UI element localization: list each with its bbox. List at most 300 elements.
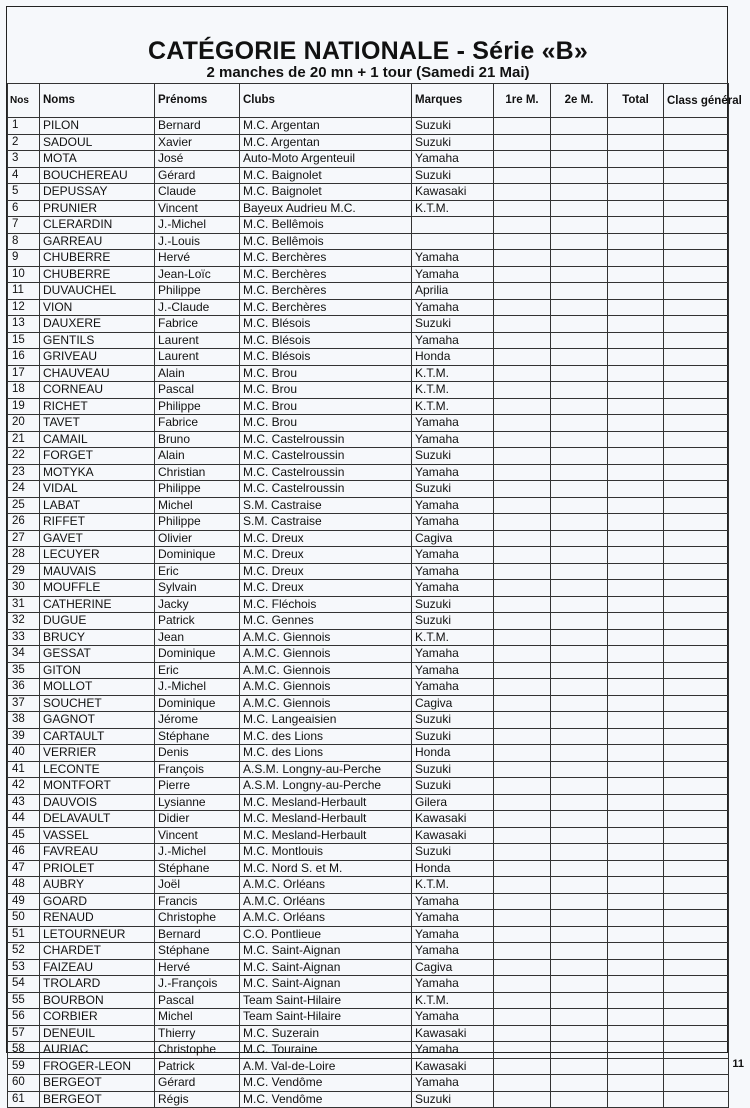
- rider-brand: Kawasaki: [412, 1058, 494, 1075]
- rider-number: 9: [8, 250, 40, 267]
- rider-surname: GAGNOT: [40, 712, 155, 729]
- table-row: [8, 893, 729, 910]
- rider-club: M.C. Bellêmois: [240, 217, 412, 234]
- heat-2-cell: [551, 778, 608, 795]
- table-row: [8, 910, 729, 927]
- total-cell: [608, 134, 664, 151]
- heat-2-cell: [551, 134, 608, 151]
- total-cell: [608, 728, 664, 745]
- table-row: [8, 827, 729, 844]
- rider-surname: BERGEOT: [40, 1075, 155, 1092]
- heat-2-cell: [551, 365, 608, 382]
- table-row: [8, 695, 729, 712]
- rider-first-name: Michel: [155, 1009, 240, 1026]
- heat-2-cell: [551, 745, 608, 762]
- ranking-cell: [664, 382, 729, 399]
- total-cell: [608, 233, 664, 250]
- total-cell: [608, 844, 664, 861]
- table-row: [8, 118, 729, 135]
- heat-1-cell: [494, 415, 551, 432]
- ranking-cell: [664, 662, 729, 679]
- rider-first-name: François: [155, 761, 240, 778]
- page-number: 11: [732, 1058, 744, 1070]
- rider-brand: Cagiva: [412, 530, 494, 547]
- total-cell: [608, 943, 664, 960]
- table-row: [8, 563, 729, 580]
- rider-club: Bayeux Audrieu M.C.: [240, 200, 412, 217]
- rider-number: 45: [8, 827, 40, 844]
- rider-number: 59: [8, 1058, 40, 1075]
- rider-club: C.O. Pontlieue: [240, 926, 412, 943]
- ranking-cell: [664, 778, 729, 795]
- rider-surname: BRUCY: [40, 629, 155, 646]
- heat-2-cell: [551, 530, 608, 547]
- heat-1-cell: [494, 844, 551, 861]
- rider-first-name: J.-Michel: [155, 679, 240, 696]
- rider-number: 61: [8, 1091, 40, 1108]
- table-row: [8, 398, 729, 415]
- entry-list-table: [7, 83, 742, 1108]
- rider-first-name: Denis: [155, 745, 240, 762]
- total-cell: [608, 712, 664, 729]
- rider-first-name: Fabrice: [155, 316, 240, 333]
- rider-first-name: Dominique: [155, 547, 240, 564]
- heat-2-cell: [551, 827, 608, 844]
- ranking-cell: [664, 217, 729, 234]
- rider-first-name: Patrick: [155, 1058, 240, 1075]
- table-row: [8, 629, 729, 646]
- rider-brand: K.T.M.: [412, 992, 494, 1009]
- heat-1-cell: [494, 811, 551, 828]
- rider-brand: Yamaha: [412, 679, 494, 696]
- total-cell: [608, 679, 664, 696]
- rider-surname: SOUCHET: [40, 695, 155, 712]
- heat-1-cell: [494, 712, 551, 729]
- heat-2-cell: [551, 1042, 608, 1059]
- rider-first-name: Eric: [155, 662, 240, 679]
- ranking-cell: [664, 761, 729, 778]
- rider-club: M.C. Saint-Aignan: [240, 976, 412, 993]
- rider-brand: Aprilia: [412, 283, 494, 300]
- rider-club: M.C. Blésois: [240, 316, 412, 333]
- heat-2-cell: [551, 151, 608, 168]
- rider-club: M.C. des Lions: [240, 728, 412, 745]
- rider-club: M.C. Berchères: [240, 266, 412, 283]
- rider-club: M.C. Castelroussin: [240, 448, 412, 465]
- rider-club: M.C. Fléchois: [240, 596, 412, 613]
- rider-number: 37: [8, 695, 40, 712]
- rider-brand: Suzuki: [412, 118, 494, 135]
- rider-first-name: Philippe: [155, 283, 240, 300]
- heat-2-cell: [551, 712, 608, 729]
- table-row: [8, 844, 729, 861]
- table-row: [8, 877, 729, 894]
- rider-club: M.C. Berchères: [240, 250, 412, 267]
- ranking-cell: [664, 332, 729, 349]
- ranking-cell: [664, 1075, 729, 1092]
- rider-brand: Yamaha: [412, 497, 494, 514]
- rider-number: 48: [8, 877, 40, 894]
- rider-number: 53: [8, 959, 40, 976]
- ranking-cell: [664, 596, 729, 613]
- heat-2-cell: [551, 250, 608, 267]
- rider-club: A.M.C. Orléans: [240, 893, 412, 910]
- ranking-cell: [664, 926, 729, 943]
- ranking-cell: [664, 514, 729, 531]
- rider-brand: Yamaha: [412, 547, 494, 564]
- total-cell: [608, 151, 664, 168]
- rider-club: A.M.C. Giennois: [240, 679, 412, 696]
- rider-first-name: Jean-Loïc: [155, 266, 240, 283]
- rider-number: 27: [8, 530, 40, 547]
- rider-surname: RIFFET: [40, 514, 155, 531]
- heat-1-cell: [494, 431, 551, 448]
- table-row: [8, 266, 729, 283]
- rider-brand: Honda: [412, 860, 494, 877]
- rider-first-name: José: [155, 151, 240, 168]
- total-cell: [608, 893, 664, 910]
- heat-2-cell: [551, 415, 608, 432]
- heat-2-cell: [551, 481, 608, 498]
- rider-first-name: Francis: [155, 893, 240, 910]
- heat-2-cell: [551, 1075, 608, 1092]
- heat-1-cell: [494, 514, 551, 531]
- total-cell: [608, 547, 664, 564]
- rider-brand: Suzuki: [412, 134, 494, 151]
- ranking-cell: [664, 530, 729, 547]
- rider-number: 43: [8, 794, 40, 811]
- rider-surname: CLERARDIN: [40, 217, 155, 234]
- rider-first-name: Gérard: [155, 167, 240, 184]
- rider-brand: Kawasaki: [412, 811, 494, 828]
- rider-number: 10: [8, 266, 40, 283]
- rider-club: S.M. Castraise: [240, 514, 412, 531]
- total-cell: [608, 860, 664, 877]
- rider-first-name: Laurent: [155, 332, 240, 349]
- rider-first-name: Christian: [155, 464, 240, 481]
- rider-first-name: Joël: [155, 877, 240, 894]
- rider-first-name: Gérard: [155, 1075, 240, 1092]
- rider-number: 58: [8, 1042, 40, 1059]
- rider-first-name: Patrick: [155, 613, 240, 630]
- table-row: [8, 679, 729, 696]
- table-row: [8, 497, 729, 514]
- table-row: [8, 349, 729, 366]
- heat-2-cell: [551, 398, 608, 415]
- table-row: [8, 992, 729, 1009]
- heat-1-cell: [494, 299, 551, 316]
- ranking-cell: [664, 1091, 729, 1108]
- rider-club: A.S.M. Longny-au-Perche: [240, 761, 412, 778]
- total-cell: [608, 1042, 664, 1059]
- ranking-cell: [664, 1009, 729, 1026]
- rider-number: 20: [8, 415, 40, 432]
- table-row: [8, 200, 729, 217]
- heat-2-cell: [551, 761, 608, 778]
- rider-surname: BOUCHEREAU: [40, 167, 155, 184]
- rider-surname: MOTA: [40, 151, 155, 168]
- rider-brand: Honda: [412, 745, 494, 762]
- heat-1-cell: [494, 283, 551, 300]
- rider-number: 31: [8, 596, 40, 613]
- rider-brand: Suzuki: [412, 778, 494, 795]
- heat-2-cell: [551, 514, 608, 531]
- rider-brand: Honda: [412, 349, 494, 366]
- rider-surname: PILON: [40, 118, 155, 135]
- rider-surname: CARTAULT: [40, 728, 155, 745]
- rider-brand: Yamaha: [412, 1075, 494, 1092]
- header-first-name: Prénoms: [155, 84, 240, 118]
- heat-1-cell: [494, 629, 551, 646]
- rider-surname: CORBIER: [40, 1009, 155, 1026]
- total-cell: [608, 167, 664, 184]
- header-name: Noms: [40, 84, 155, 118]
- rider-club: Team Saint-Hilaire: [240, 1009, 412, 1026]
- heat-2-cell: [551, 910, 608, 927]
- rider-surname: VION: [40, 299, 155, 316]
- heat-2-cell: [551, 1025, 608, 1042]
- rider-brand: [412, 217, 494, 234]
- heat-1-cell: [494, 596, 551, 613]
- rider-number: 36: [8, 679, 40, 696]
- rider-brand: Suzuki: [412, 728, 494, 745]
- heat-1-cell: [494, 860, 551, 877]
- rider-number: 23: [8, 464, 40, 481]
- heat-2-cell: [551, 332, 608, 349]
- heat-1-cell: [494, 827, 551, 844]
- total-cell: [608, 662, 664, 679]
- heat-2-cell: [551, 184, 608, 201]
- rider-brand: Suzuki: [412, 1091, 494, 1108]
- rider-club: M.C. Langeaisien: [240, 712, 412, 729]
- rider-club: A.S.M. Longny-au-Perche: [240, 778, 412, 795]
- heat-2-cell: [551, 860, 608, 877]
- rider-brand: Yamaha: [412, 563, 494, 580]
- table-row: [8, 1042, 729, 1059]
- rider-number: 29: [8, 563, 40, 580]
- rider-first-name: Alain: [155, 365, 240, 382]
- header-overall-ranking: Class général: [664, 84, 729, 118]
- ranking-cell: [664, 745, 729, 762]
- heat-2-cell: [551, 1058, 608, 1075]
- heat-1-cell: [494, 481, 551, 498]
- table-row: [8, 1091, 729, 1108]
- rider-first-name: Sylvain: [155, 580, 240, 597]
- rider-club: M.C. Brou: [240, 365, 412, 382]
- total-cell: [608, 217, 664, 234]
- heat-1-cell: [494, 1058, 551, 1075]
- table-row: [8, 662, 729, 679]
- heat-1-cell: [494, 316, 551, 333]
- rider-brand: Yamaha: [412, 1042, 494, 1059]
- rider-brand: Suzuki: [412, 316, 494, 333]
- heat-2-cell: [551, 629, 608, 646]
- heat-2-cell: [551, 464, 608, 481]
- rider-first-name: Pierre: [155, 778, 240, 795]
- total-cell: [608, 481, 664, 498]
- rider-brand: K.T.M.: [412, 629, 494, 646]
- total-cell: [608, 184, 664, 201]
- rider-number: 2: [8, 134, 40, 151]
- ranking-cell: [664, 811, 729, 828]
- rider-surname: TROLARD: [40, 976, 155, 993]
- rider-brand: Yamaha: [412, 299, 494, 316]
- heat-1-cell: [494, 382, 551, 399]
- rider-number: 16: [8, 349, 40, 366]
- rider-number: 49: [8, 893, 40, 910]
- rider-surname: TAVET: [40, 415, 155, 432]
- rider-number: 19: [8, 398, 40, 415]
- heat-1-cell: [494, 745, 551, 762]
- rider-number: 38: [8, 712, 40, 729]
- rider-brand: Yamaha: [412, 646, 494, 663]
- rider-brand: Yamaha: [412, 910, 494, 927]
- rider-brand: Suzuki: [412, 844, 494, 861]
- rider-brand: Cagiva: [412, 959, 494, 976]
- heat-2-cell: [551, 893, 608, 910]
- rider-surname: CAMAIL: [40, 431, 155, 448]
- rider-number: 32: [8, 613, 40, 630]
- rider-club: M.C. Suzerain: [240, 1025, 412, 1042]
- heat-1-cell: [494, 580, 551, 597]
- rider-number: 30: [8, 580, 40, 597]
- ranking-cell: [664, 365, 729, 382]
- header-heat-2: 2e M.: [551, 84, 608, 118]
- total-cell: [608, 745, 664, 762]
- rider-club: M.C. Saint-Aignan: [240, 943, 412, 960]
- total-cell: [608, 695, 664, 712]
- rider-first-name: Fabrice: [155, 415, 240, 432]
- total-cell: [608, 283, 664, 300]
- total-cell: [608, 448, 664, 465]
- rider-brand: Yamaha: [412, 893, 494, 910]
- ranking-cell: [664, 316, 729, 333]
- total-cell: [608, 596, 664, 613]
- ranking-cell: [664, 712, 729, 729]
- rider-club: A.M.C. Giennois: [240, 695, 412, 712]
- rider-number: 39: [8, 728, 40, 745]
- rider-number: 33: [8, 629, 40, 646]
- rider-first-name: Jean: [155, 629, 240, 646]
- heat-1-cell: [494, 761, 551, 778]
- heat-1-cell: [494, 976, 551, 993]
- rider-club: M.C. Berchères: [240, 283, 412, 300]
- rider-brand: K.T.M.: [412, 398, 494, 415]
- total-cell: [608, 349, 664, 366]
- rider-first-name: Bernard: [155, 118, 240, 135]
- rider-club: M.C. Blésois: [240, 332, 412, 349]
- table-row: [8, 596, 729, 613]
- rider-club: M.C. Castelroussin: [240, 431, 412, 448]
- table-row: [8, 712, 729, 729]
- table-row: [8, 943, 729, 960]
- table-row: [8, 464, 729, 481]
- heat-2-cell: [551, 217, 608, 234]
- table-row: [8, 728, 729, 745]
- rider-brand: Gilera: [412, 794, 494, 811]
- ranking-cell: [664, 893, 729, 910]
- rider-number: 51: [8, 926, 40, 943]
- ranking-cell: [664, 992, 729, 1009]
- rider-surname: AUBRY: [40, 877, 155, 894]
- rider-club: M.C. Dreux: [240, 530, 412, 547]
- rider-brand: Yamaha: [412, 415, 494, 432]
- ranking-cell: [664, 695, 729, 712]
- rider-surname: GRIVEAU: [40, 349, 155, 366]
- heat-1-cell: [494, 398, 551, 415]
- rider-first-name: Stéphane: [155, 943, 240, 960]
- total-cell: [608, 415, 664, 432]
- ranking-cell: [664, 464, 729, 481]
- rider-club: A.M.C. Giennois: [240, 646, 412, 663]
- header-number: Nos: [8, 84, 40, 118]
- rider-number: 8: [8, 233, 40, 250]
- heat-1-cell: [494, 547, 551, 564]
- heat-1-cell: [494, 1075, 551, 1092]
- rider-brand: Yamaha: [412, 266, 494, 283]
- table-row: [8, 382, 729, 399]
- ranking-cell: [664, 448, 729, 465]
- heat-2-cell: [551, 976, 608, 993]
- rider-brand: K.T.M.: [412, 200, 494, 217]
- rider-club: M.C. Montlouis: [240, 844, 412, 861]
- heat-1-cell: [494, 794, 551, 811]
- rider-brand: Yamaha: [412, 926, 494, 943]
- rider-brand: Suzuki: [412, 596, 494, 613]
- rider-first-name: Xavier: [155, 134, 240, 151]
- rider-brand: Kawasaki: [412, 1025, 494, 1042]
- rider-surname: CHAUVEAU: [40, 365, 155, 382]
- table-row: [8, 926, 729, 943]
- rider-surname: RENAUD: [40, 910, 155, 927]
- rider-club: M.C. Nord S. et M.: [240, 860, 412, 877]
- ranking-cell: [664, 1025, 729, 1042]
- total-cell: [608, 118, 664, 135]
- heat-1-cell: [494, 497, 551, 514]
- rider-brand: Suzuki: [412, 613, 494, 630]
- rider-brand: Yamaha: [412, 151, 494, 168]
- table-row: [8, 530, 729, 547]
- total-cell: [608, 910, 664, 927]
- table-row: [8, 184, 729, 201]
- heat-2-cell: [551, 596, 608, 613]
- rider-first-name: Lysianne: [155, 794, 240, 811]
- heat-1-cell: [494, 118, 551, 135]
- heat-1-cell: [494, 530, 551, 547]
- heat-2-cell: [551, 679, 608, 696]
- ranking-cell: [664, 200, 729, 217]
- rider-surname: CHUBERRE: [40, 266, 155, 283]
- heat-1-cell: [494, 728, 551, 745]
- rider-brand: Yamaha: [412, 431, 494, 448]
- rider-first-name: Vincent: [155, 200, 240, 217]
- table-row: [8, 151, 729, 168]
- heat-2-cell: [551, 794, 608, 811]
- ranking-cell: [664, 580, 729, 597]
- rider-first-name: Christophe: [155, 910, 240, 927]
- rider-number: 1: [8, 118, 40, 135]
- table-body: [8, 118, 729, 1108]
- rider-number: 41: [8, 761, 40, 778]
- rider-first-name: Pascal: [155, 382, 240, 399]
- rider-number: 26: [8, 514, 40, 531]
- ranking-cell: [664, 266, 729, 283]
- table-row: [8, 761, 729, 778]
- ranking-cell: [664, 398, 729, 415]
- rider-first-name: Hervé: [155, 959, 240, 976]
- rider-first-name: J.-François: [155, 976, 240, 993]
- heat-2-cell: [551, 992, 608, 1009]
